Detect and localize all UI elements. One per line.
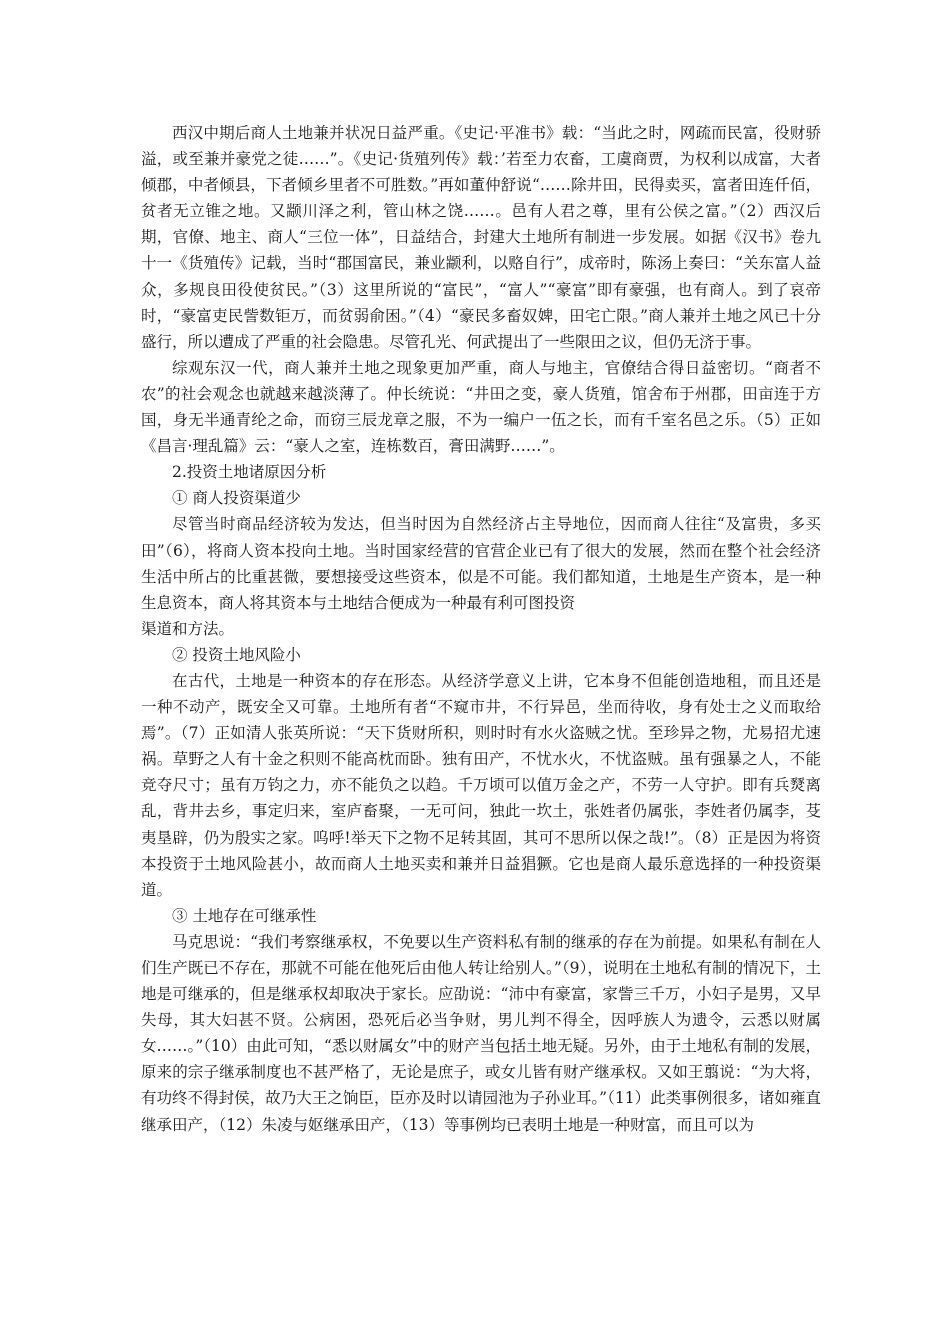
subsection-heading-3: ③ 土地存在可继承性 [172, 906, 317, 925]
subsection-text-3: 马克思说：“我们考察继承权，不免要以生产资料私有制的继承的存在为前提。如果私有制在人们生产既已不存在，那就不可能在他死后由他人转让给别人。”（9），说明在土地私有制的情况下，土地是可继承的，但是继承权却取决于家长。应劭说：“沛中有豪富，家訾三千万，小妇子是男，又早失母，其大妇甚不贤。公病困，恐死后必当争财，男儿判不得全，因呼族人为遗令，云悉以财属女……。”（10）由此可知，“悉以财属女”中的财产当包括土地无疑。另外，由于土地私有制的发展，原来的宗子继承制度也不甚严格了，无论是庶子，或女儿皆有财产继承权。又如王翦说：“为大将，有功终不得封侯，故乃大王之饷臣，臣亦及时以请园池为子孙业耳。”（11）此类事例很多，诸如雍直继承田产，（12）朱凌与妪继承田产，（13）等事例均已表明土地是一种财富，而且可以为 [141, 932, 821, 1134]
subsection-heading-1: ① 商人投资渠道少 [172, 489, 301, 508]
subsection-text-2: 在古代，土地是一种资本的存在形态。从经济学意义上讲，它本身不但能创造地租，而且还是一种不动产，既安全又可靠。土地所有者“不窥市井，不行异邑，坐而待收，身有处士之义而取给焉”。（7）正如清人张英所说：“天下货财所积，则时时有水火盗贼之忧。至珍异之物，尤易招尤速祸。草野之人有十金之积则不能高枕而卧。独有田产，不忧水火，不忧盗贼。虽有强暴之人，不能竞夺尺寸；虽有万钧之力，亦不能负之以趋。千万顷可以值万金之产，不劳一人守护。即有兵燹离乱，背井去乡，事定归来，室庐畜聚，一无可问，独此一坎土，张姓者仍属张，李姓者仍属李，芟夷垦辟，仍为殷实之家。呜呼!举天下之物不足转其固，其可不思所以保之哉!”。（8）正是因为将资本投资于土地风险甚小，故而商人土地买卖和兼并日益猖獗。它也是商人最乐意选择的一种投资渠道。 [141, 671, 821, 899]
subsection-heading-2: ② 投资土地风险小 [172, 645, 301, 664]
section-heading: 2.投资土地诸原因分析 [172, 463, 327, 482]
subsection-text-1-continuation: 渠道和方法。 [141, 619, 235, 638]
subsection-text-1: 尽管当时商品经济较为发达，但当时因为自然经济占主导地位，因而商人往往“及富贵，多买田”（6），将商人资本投向土地。当时国家经营的官营企业已有了很大的发展，然而在整个社会经济生活中所占的比重甚微，要想接受这些资本，似是不可能。我们都知道，土地是生产资本，是一种生息资本，商人将其资本与土地结合便成为一种最有利可图投资 [141, 515, 821, 612]
paragraph-eastern-han: 综观东汉一代，商人兼并土地之现象更加严重，商人与地主，官僚结合得日益密切。“商者不农”的社会观念也就越来越淡薄了。仲长统说：“井田之变，豪人货殖，馆舍布于州郡，田亩连于方国，身无半通青纶之命，而窃三辰龙章之服，不为一编户一伍之长，而有千室名邑之乐。（5）正如《昌言·理乱篇》云：“豪人之室，连栋数百，膏田满野……”。 [141, 358, 821, 456]
document-body [141, 120, 821, 1138]
paragraph-western-han: 西汉中期后商人土地兼并状况日益严重。《史记·平准书》载：“当此之时，网疏而民富，役财骄溢，或至兼并豪党之徒……”。《史记·货殖列传》载：’若至力农畜，工虞商贾，为权利以成富，大者倾郡，中者倾县，下者倾乡里者不可胜数。”再如董仲舒说“……除井田，民得卖买，富者田连仟佰，贫者无立锥之地。又颛川泽之利，管山林之饶……。邑有人君之尊，里有公侯之富。”（2）西汉后期，官僚、地主、商人“三位一体”，日益结合，封建大土地所有制进一步发展。如据《汉书》卷九十一《货殖传》记载，当时“郡国富民，兼业颛利，以赂自行”，成帝时，陈汤上奏曰：“关东富人益众，多规良田役使贫民。”（3）这里所说的“富民”，“富人”“豪富”即有豪强，也有商人。到了哀帝时，“豪富吏民訾数钜万，而贫弱俞困。”（4）“豪民多畜奴婢，田宅亡限。”商人兼并土地之风已十分盛行，所以遭成了严重的社会隐患。尽管孔光、何武提出了一些限田之议，但仍无济于事。 [141, 124, 821, 351]
